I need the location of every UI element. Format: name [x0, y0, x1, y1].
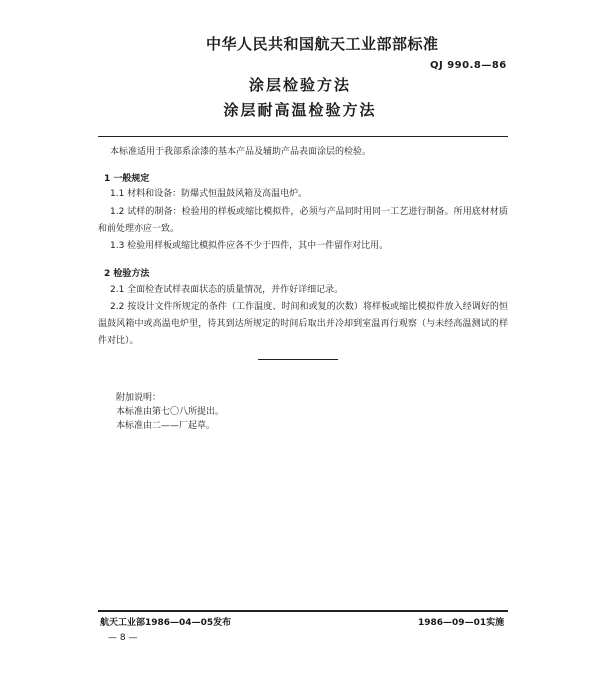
section-item-text: 2.1 全面检查试样表面状态的质量情况，并作好详细记录。 [110, 285, 344, 295]
footer-divider [98, 610, 508, 612]
section-end-rule [258, 359, 338, 360]
intro-text: 本标准适用于我部系涂漆的基本产品及辅助产品表面涂层的检验。 [110, 147, 372, 157]
section-heading: 2 检验方法 [104, 269, 150, 279]
standard-code: QJ 990.8—86 [430, 60, 507, 71]
issue-date: 航天工业部1986—04—05发布 [100, 618, 232, 628]
top-divider [98, 136, 508, 137]
section-item-text: 1.3 检验用样板或缩比模拟件应各不少于四件，其中一件留作对比用。 [110, 241, 389, 251]
section-item [98, 204, 508, 238]
notes-line: 本标准由第七〇八所提出。 [116, 407, 225, 417]
section-item [98, 282, 508, 299]
section-item [98, 238, 508, 255]
intro-paragraph [98, 144, 508, 161]
notes-line: 本标准由二——厂起草。 [116, 421, 216, 431]
section-heading: 1 一般规定 [104, 174, 150, 184]
publisher-header: 中华人民共和国航天工业部部标准 [206, 35, 439, 53]
section-item [98, 299, 508, 350]
section-item-text: 2.2 按设计文件所规定的条件（工作温度、时间和或复的次数）将样板或缩比模拟件放入经调好的恒温鼓风箱中或高温电炉里，待其到达所规定的时间后取出并冷却到室温再行观察（与未经高温测试的样件对比）。 [98, 302, 508, 346]
effective-date: 1986—09—01实施 [418, 618, 505, 628]
section-item-text: 1.1 材料和设备：防爆式恒温鼓风箱及高温电炉。 [110, 189, 308, 199]
page-number: — 8 — [108, 633, 138, 643]
document-subtitle: 涂层耐高温检验方法 [223, 101, 377, 119]
notes-heading: 附加说明： [116, 393, 162, 403]
section-item [98, 186, 508, 203]
document-title: 涂层检验方法 [248, 76, 351, 94]
section-item-text: 1.2 试样的制备：检验用的样板或缩比模拟件，必须与产品同时用同一工艺进行制备。所用底材材质和前处理亦应一致。 [98, 207, 508, 234]
